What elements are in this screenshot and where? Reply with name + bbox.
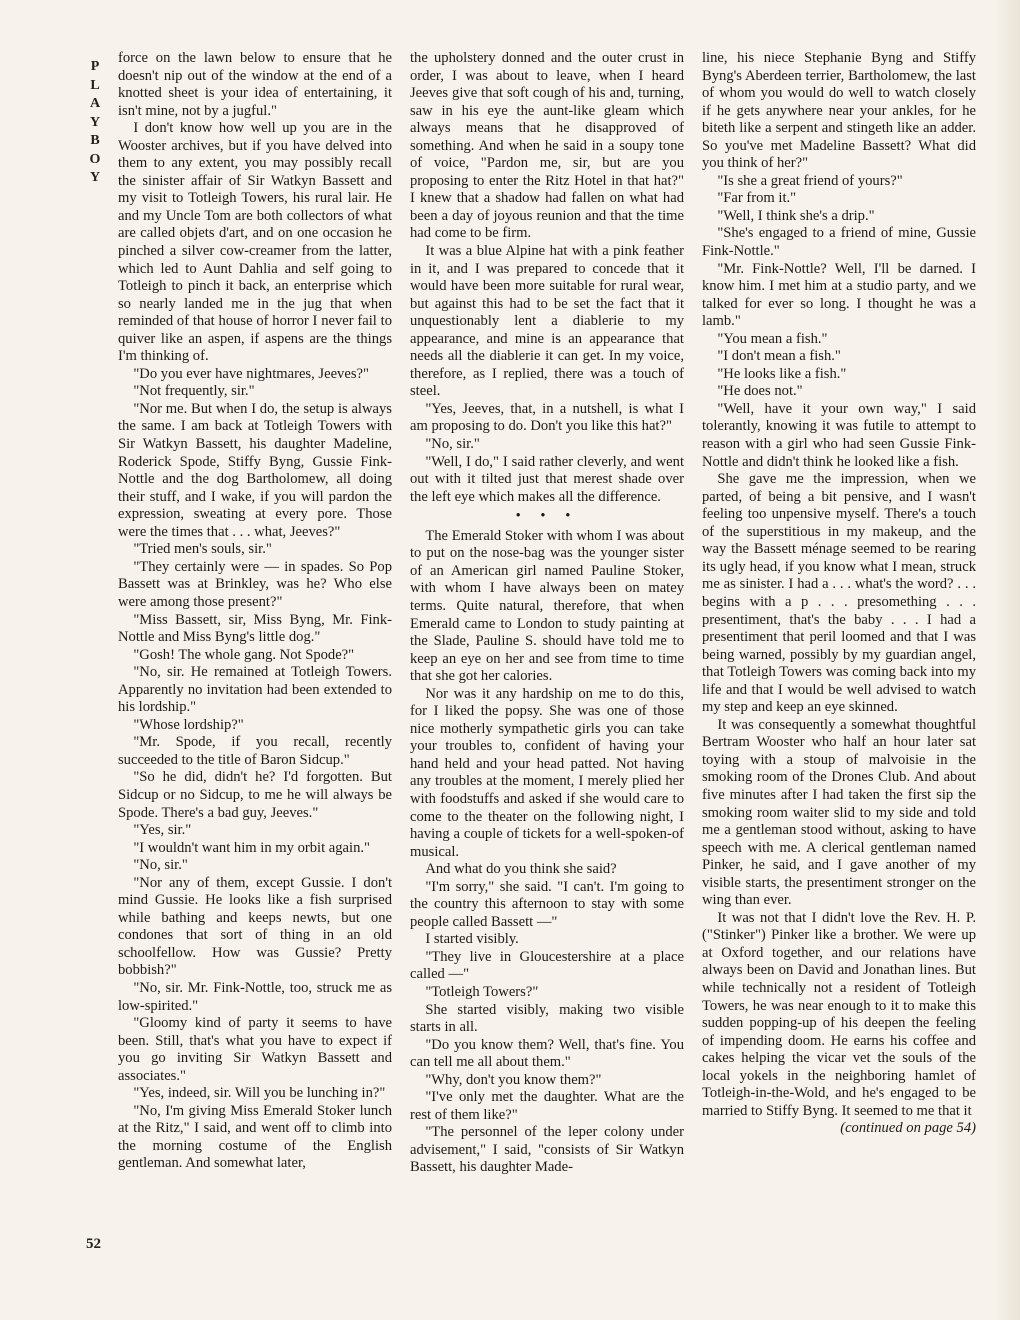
- paragraph: "Tried men's souls, sir.": [133, 541, 272, 558]
- paragraph: "Yes, sir.": [133, 822, 192, 839]
- paragraph: "Totleigh Towers?": [425, 983, 539, 1000]
- paragraph: "Yes, Jeeves, that, in a nutshell, is what I am proposing to do. Don't you like this hat?": [410, 400, 684, 435]
- paragraph: "They certainly were — in spades. So Pop Bassett was at Brinkley, was he? Who else were among those present?": [118, 558, 392, 610]
- masthead-letter: A: [89, 96, 101, 111]
- text-column-2: [410, 50, 684, 1250]
- paragraph: I started visibly.: [425, 931, 519, 948]
- paragraph: "I don't mean a fish.": [717, 348, 841, 365]
- paragraph: I don't know how well up you are in the Wooster archives, but if you have delved into them to any extent, you may possibly recall the sinister affair of Sir Watkyn Bassett and my visit to Totleigh Towers, his rural lair. He and my Uncle Tom are both collectors of what are called objets d'art, and on one occasion he pinched a silver cow-creamer from the latter, which led to Aunt Dahlia and self going to Totleigh to pinch it back, an enterprise which so nearly landed me in the jug that when reminded of that house of horror I never fail to quiver like an aspen, if aspens are the things I'm thinking of.: [118, 120, 392, 365]
- paragraph: "No, sir. He remained at Totleigh Towers. Apparently no invitation had been extended to his lordship.": [118, 664, 392, 716]
- paragraph: "You mean a fish.": [717, 330, 828, 347]
- page-edge-shadow: [994, 0, 1020, 1320]
- paragraph: "No, sir.": [133, 857, 188, 874]
- paragraph: "She's engaged to a friend of mine, Gussie Fink-Nottle.": [702, 225, 976, 260]
- paragraph: "No, I'm giving Miss Emerald Stoker lunch at the Ritz," I said, and went off to climb into the morning costume of the English gentleman. And somewhat later,: [118, 1102, 392, 1172]
- paragraph: It was consequently a somewhat thoughtful Bertram Wooster who half an hour later sat toying with a stoup of malvoisie in the smoking room of the Drones Club. And about five minutes after I had taken the first sip the smoking room waiter slid to my side and told me a gentleman stood without, asking to have speech with me. A clerical gentleman named Pinker, he said, and I gave another of my visible starts, the presentiment stronger on the wing than ever.: [702, 716, 976, 909]
- paragraph: "Why, don't you know them?": [425, 1071, 602, 1088]
- masthead-letter: B: [90, 133, 100, 148]
- masthead-letter: Y: [89, 114, 101, 130]
- paragraph: She gave me the impression, when we parted, of being a bit pensive, and I wasn't feeling too unpensive myself. There's a touch of the superstitious in my makeup, and the way the Bassett ménage seemed to be rearing its ugly head, if you know what I mean, struck me as sinister. I had a . . . what's the word? . . . begins with a p . . . presomething . . . presentiment, that's the baby . . . I had a presentiment that peril loomed and that I was being warned, possibly by my guardian angel, that Totleigh Towers was coming back into my life and that I would be well advised to watch my step and keep an eye skinned.: [702, 471, 976, 716]
- paragraph: "So he did, didn't he? I'd forgotten. But Sidcup or no Sidcup, to me he will always be Spode. There's a bad guy, Jeeves.": [118, 769, 392, 821]
- paragraph: The Emerald Stoker with whom I was about to put on the nose-bag was the younger sister of an American girl named Pauline Stoker, with whom I have always been on matey terms. Quite natural, therefore, that when Emerald came to London to study painting at the Slade, Pauline S. should have told me to keep an eye on her and see from time to time that she got her calories.: [410, 527, 684, 685]
- paragraph: "Mr. Fink-Nottle? Well, I'll be darned. I know him. I met him at a studio party, and we talked for ever so long. I thought he was a lamb.": [702, 260, 976, 330]
- text-column-3: [702, 50, 976, 1250]
- masthead-letter: Y: [89, 170, 101, 185]
- paragraph: "Is she a great friend of yours?": [717, 172, 903, 189]
- section-break: • • •: [515, 508, 579, 525]
- paragraph: "Nor me. But when I do, the setup is always the same. I am back at Totleigh Towers with Sir Watkyn Bassett, his daughter Madeline, Roderick Spode, Stiffy Byng, Gussie Fink-Nottle and the dog Bartholomew, all doing their stuff, and I wake, if you will pardon the expression, sweating at every pore. Those were the times that . . . what, Jeeves?": [118, 400, 392, 540]
- paragraph: Nor was it any hardship on me to do this, for I liked the popsy. She was one of those nice motherly sympathetic girls you can take your troubles to, confident of having your hand held and your head patted. Not having any troubles at the moment, I merely plied her with foodstuffs and asked if she would care to come to the theater on the following night, I having a couple of tickets for a well-spoken-of musical.: [410, 685, 684, 860]
- paragraph: "He does not.": [717, 383, 803, 400]
- paragraph: "No, sir. Mr. Fink-Nottle, too, struck me as low-spirited.": [118, 979, 392, 1014]
- paragraph: It was not that I didn't love the Rev. H. P. ("Stinker") Pinker like a brother. We were up at Oxford together, and our relations have always been on David and Jonathan lines. But while technically not a resident of Totleigh Towers, he was near enough to it to make this sudden popping-up of his deepen the feeling of impending doom. He earns his coffee and cakes helping the vicar vet the souls of the local yokels in the neighboring hamlet of Totleigh-in-the-Wold, and he's engaged to be married to Stiffy Byng. It seemed to me that it: [702, 909, 976, 1119]
- paragraph: "Gosh! The whole gang. Not Spode?": [133, 646, 355, 663]
- paragraph: "Well, I do," I said rather cleverly, and went out with it tilted just that merest shade over the left eye which makes all the difference.: [410, 453, 684, 505]
- paragraph: the upholstery donned and the outer crust in order, I was about to leave, when I heard Jeeves give that soft cough of his and, turning, saw in his eye the aunt-like gleam which always means that he disapproved of something. And when he said in a soupy tone of voice, "Pardon me, sir, but are you proposing to enter the Ritz Hotel in that hat?" I knew that a shadow had fallen on what had been a day of joyous reunion and that the time had come to be firm.: [410, 50, 684, 242]
- paragraph: "Nor any of them, except Gussie. I don't mind Gussie. He looks like a fish surprised while bathing and keeps newts, but one condones that sort of thing in an old schoolfellow. How was Gussie? Pretty bobbish?": [118, 874, 392, 979]
- paragraph: She started visibly, making two visible starts in all.: [410, 1001, 684, 1036]
- paragraph: "I'm sorry," she said. "I can't. I'm going to the country this afternoon to stay with some people called Bassett —": [410, 878, 684, 930]
- paragraph: And what do you think she said?: [425, 861, 617, 878]
- paragraph: "Yes, indeed, sir. Will you be lunching in?": [133, 1085, 386, 1102]
- paragraph: "Far from it.": [717, 190, 797, 207]
- masthead-letter: O: [89, 151, 101, 167]
- paragraph: "They live in Gloucestershire at a place called —": [410, 948, 684, 983]
- paragraph: line, his niece Stephanie Byng and Stiffy Byng's Aberdeen terrier, Bartholomew, the last of whom you would do well to watch closely if he gets anywhere near your ankles, for he biteth like a serpent and stingeth like an adder. So you've met Madeline Bassett? What did you think of her?": [702, 50, 976, 172]
- continuation-note: (continued on page 54): [840, 1120, 976, 1137]
- paragraph: "He looks like a fish.": [717, 365, 847, 382]
- paragraph: "Miss Bassett, sir, Miss Byng, Mr. Fink-Nottle and Miss Byng's little dog.": [118, 611, 392, 646]
- paragraph: "Well, have it your own way," I said tolerantly, knowing it was futile to attempt to reason with a girl who had seen Gussie Fink-Nottle and didn't think he looked like a fish.: [702, 400, 976, 470]
- paragraph: "The personnel of the leper colony under advisement," I said, "consists of Sir Watkyn Bassett, his daughter Made-: [410, 1124, 684, 1176]
- paragraph: "Gloomy kind of party it seems to have been. Still, that's what you have to expect if you go inviting Sir Watkyn Bassett and associates.": [118, 1015, 392, 1084]
- masthead-vertical: [86, 58, 104, 188]
- masthead-letter: P: [90, 59, 100, 74]
- text-column-1: [118, 50, 392, 1250]
- masthead-letter: L: [90, 77, 100, 93]
- page-number: 52: [86, 1236, 101, 1252]
- paragraph: "Do you ever have nightmares, Jeeves?": [133, 365, 369, 382]
- paragraph: "No, sir.": [425, 436, 480, 453]
- paragraph: "I wouldn't want him in my orbit again.": [133, 839, 370, 856]
- paragraph: "Well, I think she's a drip.": [717, 207, 875, 224]
- paragraph: force on the lawn below to ensure that he doesn't nip out of the window at the end of a knotted sheet is your idea of entertaining, it isn't mine, not by a jugful.": [118, 50, 392, 119]
- paragraph: "Mr. Spode, if you recall, recently succeeded to the title of Baron Sidcup.": [118, 734, 392, 768]
- paragraph: It was a blue Alpine hat with a pink feather in it, and I was prepared to concede that it would have been more suitable for rural wear, but against this had to be set the fact that it unquestionably lent a diablerie to my appearance, and mine is an appearance that needs all the diablerie it can get. In my voice, therefore, as I replied, there was a touch of steel.: [410, 243, 684, 400]
- paragraph: "I've only met the daughter. What are the rest of them like?": [410, 1089, 684, 1123]
- paragraph: "Not frequently, sir.": [133, 383, 255, 400]
- paragraph: "Do you know them? Well, that's fine. You can tell me all about them.": [410, 1036, 684, 1071]
- paragraph: "Whose lordship?": [133, 716, 244, 733]
